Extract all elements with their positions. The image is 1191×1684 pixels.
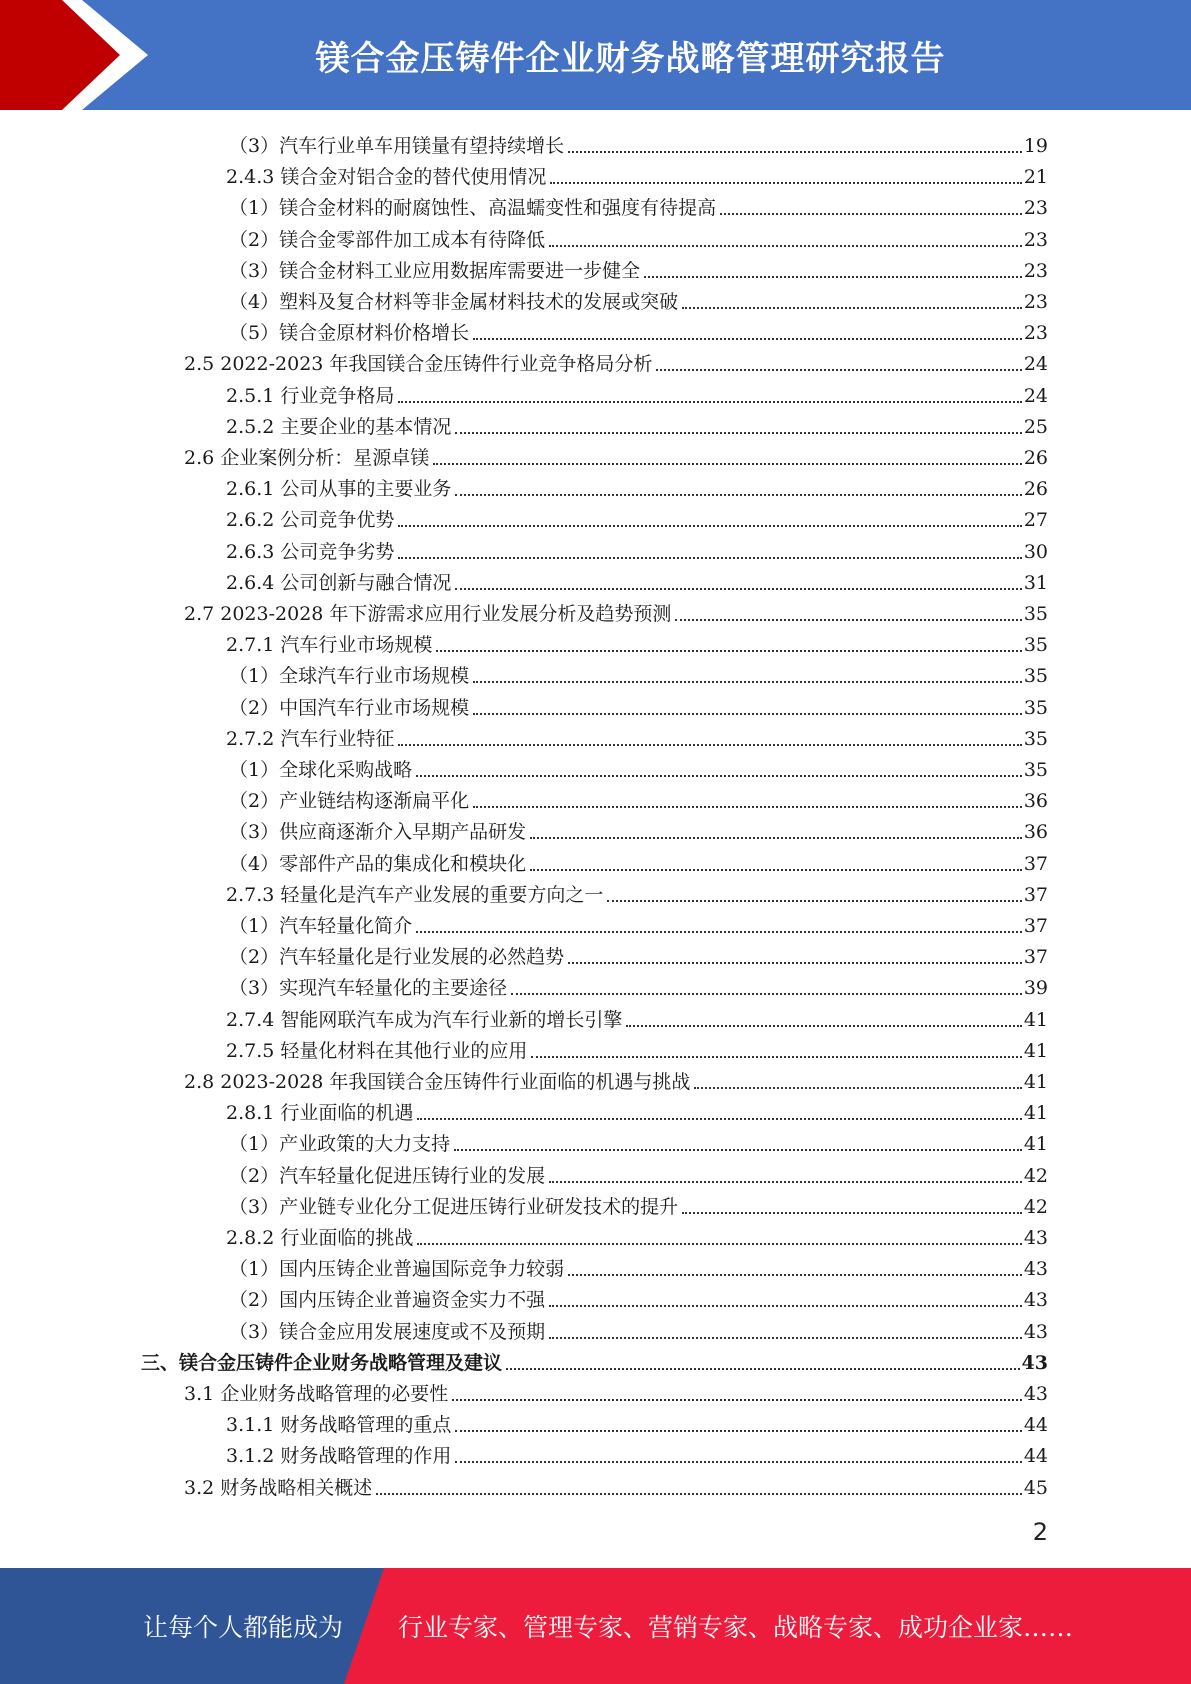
toc-leader-dots [473, 806, 1022, 808]
toc-entry-title: 2.6.1 公司从事的主要业务 [226, 478, 452, 501]
toc-entry[interactable] [229, 283, 1048, 314]
toc-entry-title: （3）供应商逐渐介入早期产品研发 [229, 821, 527, 844]
toc-leader-dots [656, 369, 1021, 371]
toc-entry[interactable] [226, 1437, 1048, 1468]
toc-entry[interactable] [229, 751, 1048, 782]
toc-entry-page: 37 [1023, 915, 1048, 937]
toc-entry-title: （2）国内压铸企业普遍资金实力不强 [229, 1289, 546, 1312]
toc-entry-title: 2.6 企业案例分析：星源卓镁 [184, 447, 430, 469]
toc-entry[interactable] [229, 657, 1048, 688]
toc-entry[interactable] [226, 158, 1048, 189]
toc-entry-page: 24 [1023, 353, 1048, 376]
toc-entry-title: 2.4.3 镁合金对铝合金的替代使用情况 [226, 166, 547, 189]
toc-entry-page: 24 [1023, 384, 1048, 407]
toc-entry-title: 2.8 2023-2028 年我国镁合金压铸件行业面临的机遇与挑战 [184, 1071, 691, 1093]
toc-entry-page: 43 [1021, 1351, 1048, 1374]
toc-entry[interactable] [226, 564, 1048, 595]
toc-entry-page: 35 [1023, 759, 1048, 781]
toc-entry-page: 43 [1023, 1320, 1048, 1343]
toc-entry-title: 2.8.1 行业面临的机遇 [226, 1102, 414, 1125]
toc-entry-title: 2.6.4 公司创新与融合情况 [226, 571, 452, 594]
toc-leader-dots [549, 1337, 1022, 1339]
toc-entry[interactable] [226, 1001, 1048, 1032]
toc-leader-dots [549, 245, 1022, 247]
toc-leader-dots [694, 1087, 1021, 1089]
toc-entry[interactable] [226, 501, 1048, 532]
toc-leader-dots [376, 1493, 1022, 1495]
toc-entry-title: 3.1.1 财务战略管理的重点 [226, 1414, 452, 1437]
toc-entry[interactable] [229, 782, 1048, 813]
toc-entry-title: 3.2 财务战略相关概述 [184, 1476, 373, 1499]
toc-entry-page: 23 [1023, 197, 1048, 220]
toc-entry-page: 35 [1023, 665, 1048, 688]
toc-leader-dots [511, 993, 1022, 995]
toc-entry-title: （4）零部件产品的集成化和模块化 [229, 852, 527, 875]
toc-entry-page: 41 [1023, 1039, 1048, 1062]
toc-entry-page: 43 [1023, 1258, 1048, 1281]
toc-entry-page: 44 [1023, 1414, 1048, 1437]
toc-entry[interactable] [229, 907, 1048, 938]
toc-entry[interactable] [226, 1406, 1048, 1437]
toc-leader-dots [549, 1305, 1022, 1307]
toc-entry-page: 36 [1023, 821, 1048, 844]
toc-entry[interactable] [229, 314, 1048, 345]
toc-entry-title: （3）实现汽车轻量化的主要途径 [229, 977, 508, 1000]
toc-entry[interactable] [226, 470, 1048, 501]
toc-entry-page: 23 [1023, 291, 1048, 313]
toc-entry[interactable] [184, 1375, 1048, 1406]
toc-entry-page: 41 [1023, 1071, 1048, 1093]
toc-entry-page: 23 [1023, 259, 1048, 282]
toc-entry[interactable] [229, 813, 1048, 844]
toc-entry-title: 2.7.4 智能网联汽车成为汽车行业新的增长引擎 [226, 1008, 623, 1031]
toc-entry-title: （4）塑料及复合材料等非金属材料技术的发展或突破 [229, 291, 679, 313]
toc-entry[interactable] [226, 377, 1048, 408]
toc-entry-title: （1）汽车轻量化简介 [229, 915, 413, 937]
toc-entry[interactable] [184, 439, 1048, 470]
toc-leader-dots [506, 1368, 1020, 1370]
toc-leader-dots [454, 1149, 1022, 1151]
toc-leader-dots [549, 1181, 1022, 1183]
toc-entry[interactable] [229, 1281, 1048, 1312]
toc-leader-dots [455, 1461, 1021, 1463]
toc-leader-dots [416, 775, 1022, 777]
toc-entry[interactable] [229, 845, 1048, 876]
toc-entry-title: （2）镁合金零部件加工成本有待降低 [229, 228, 546, 251]
toc-entry[interactable] [229, 221, 1048, 252]
toc-leader-dots [530, 869, 1022, 871]
page-header [0, 0, 1191, 110]
toc-leader-dots [607, 900, 1021, 902]
toc-entry-title: 2.8.2 行业面临的挑战 [226, 1227, 414, 1249]
toc-leader-dots [682, 307, 1022, 309]
toc-entry[interactable] [226, 720, 1048, 751]
toc-entry-page: 35 [1023, 603, 1048, 625]
toc-entry-title: 三、镁合金压铸件企业财务战略管理及建议 [141, 1351, 503, 1374]
toc-entry-title: 2.6.2 公司竞争优势 [226, 509, 395, 532]
toc-entry-title: 2.7 2023-2028 年下游需求应用行业发展分析及趋势预测 [184, 603, 672, 625]
toc-entry-page: 35 [1023, 696, 1048, 719]
toc-entry-title: （3）镁合金应用发展速度或不及预期 [229, 1320, 546, 1343]
toc-entry[interactable] [229, 127, 1048, 158]
toc-entry[interactable] [184, 595, 1048, 626]
toc-entry-title: 2.7.1 汽车行业市场规模 [226, 634, 433, 657]
toc-entry-page: 43 [1023, 1227, 1048, 1249]
toc-entry-page: 23 [1023, 322, 1048, 345]
toc-leader-dots [626, 1025, 1021, 1027]
toc-entry[interactable] [226, 1219, 1048, 1250]
toc-leader-dots [398, 557, 1021, 559]
toc-entry-page: 42 [1023, 1195, 1048, 1218]
toc-leader-dots [398, 744, 1021, 746]
toc-entry[interactable] [226, 1032, 1048, 1063]
toc-entry[interactable] [184, 1469, 1048, 1500]
toc-entry-title: 2.7.3 轻量化是汽车产业发展的重要方向之一 [226, 883, 604, 906]
toc-entry-title: 3.1.2 财务战略管理的作用 [226, 1445, 452, 1468]
toc-entry-page: 31 [1023, 571, 1048, 594]
toc-entry-title: 3.1 企业财务战略管理的必要性 [184, 1383, 449, 1405]
toc-entry-title: （1）镁合金材料的耐腐蚀性、高温蠕变性和强度有待提高 [229, 197, 717, 220]
toc-leader-dots [455, 432, 1021, 434]
toc-entry-title: 2.5.1 行业竞争格局 [226, 384, 395, 407]
toc-entry[interactable] [229, 689, 1048, 720]
toc-entry-title: （1）全球化采购战略 [229, 759, 413, 781]
toc-entry[interactable] [226, 876, 1048, 907]
toc-entry[interactable] [229, 1125, 1048, 1156]
toc-entry[interactable] [229, 189, 1048, 220]
toc-entry-title: 2.6.3 公司竞争劣势 [226, 540, 395, 563]
toc-leader-dots [433, 463, 1022, 465]
toc-leader-dots [644, 276, 1022, 278]
toc-entry[interactable] [226, 408, 1048, 439]
toc-entry-title: （2）汽车轻量化是行业发展的必然趋势 [229, 946, 565, 969]
toc-entry-page: 37 [1023, 946, 1048, 969]
footer-slogan-right: 行业专家、管理专家、营销专家、战略专家、成功企业家…… [398, 1613, 1074, 1642]
toc-leader-dots [455, 588, 1021, 590]
toc-leader-dots [398, 525, 1021, 527]
toc-leader-dots [568, 962, 1022, 964]
toc-leader-dots [550, 182, 1021, 184]
toc-entry-title: （3）汽车行业单车用镁量有望持续增长 [229, 135, 565, 157]
toc-entry-page: 41 [1023, 1133, 1048, 1156]
toc-entry-title: （3）产业链专业化分工促进压铸行业研发技术的提升 [229, 1195, 679, 1218]
toc-entry-page: 37 [1023, 852, 1048, 875]
toc-entry-page: 21 [1023, 166, 1048, 189]
toc-entry-title: （2）产业链结构逐渐扁平化 [229, 790, 470, 813]
toc-entry-title: （1）全球汽车行业市场规模 [229, 665, 470, 688]
toc-entry-page: 36 [1023, 790, 1048, 813]
toc-leader-dots [455, 494, 1021, 496]
toc-entry[interactable] [229, 1313, 1048, 1344]
toc-entry-page: 26 [1023, 447, 1048, 469]
toc-leader-dots [530, 837, 1022, 839]
page-title: 镁合金压铸件企业财务战略管理研究报告 [315, 38, 946, 79]
toc-entry-page: 25 [1023, 415, 1048, 438]
toc-leader-dots [720, 213, 1022, 215]
toc-entry-title: 2.7.5 轻量化材料在其他行业的应用 [226, 1039, 528, 1062]
toc-entry[interactable] [226, 1094, 1048, 1125]
toc-leader-dots [531, 1056, 1021, 1058]
toc-entry-title: 2.7.2 汽车行业特征 [226, 727, 395, 750]
toc-leader-dots [398, 401, 1021, 403]
toc-leader-dots [473, 681, 1022, 683]
toc-entry-page: 42 [1023, 1164, 1048, 1187]
toc-entry-title: 2.5 2022-2023 年我国镁合金压铸件行业竞争格局分析 [184, 353, 653, 376]
toc-entry-title: （5）镁合金原材料价格增长 [229, 322, 470, 345]
page-number: 2 [1032, 1518, 1048, 1546]
toc-entry-page: 43 [1023, 1289, 1048, 1312]
toc-entry-page: 30 [1023, 540, 1048, 563]
toc-leader-dots [436, 650, 1021, 652]
toc-entry-title: （1）国内压铸企业普遍国际竞争力较弱 [229, 1258, 565, 1281]
toc-leader-dots [417, 1118, 1021, 1120]
toc-leader-dots [473, 338, 1022, 340]
toc-entry[interactable] [229, 252, 1048, 283]
toc-entry[interactable] [226, 533, 1048, 564]
toc-entry-page: 19 [1023, 135, 1048, 157]
toc-leader-dots [568, 151, 1022, 153]
toc-entry[interactable] [229, 1157, 1048, 1188]
toc-entry[interactable] [141, 1344, 1048, 1375]
toc-entry-title: （2）汽车轻量化促进压铸行业的发展 [229, 1164, 546, 1187]
toc-leader-dots [416, 931, 1022, 933]
toc-entry-title: 2.5.2 主要企业的基本情况 [226, 415, 452, 438]
toc-entry-page: 23 [1023, 228, 1048, 251]
footer-slogan-left: 让每个人都能成为 [143, 1613, 344, 1642]
toc-entry[interactable] [229, 969, 1048, 1000]
toc-entry-page: 37 [1023, 883, 1048, 906]
toc-leader-dots [417, 1243, 1021, 1245]
toc-entry-title: （3）镁合金材料工业应用数据库需要进一步健全 [229, 259, 641, 282]
toc-leader-dots [473, 713, 1022, 715]
toc-entry-page: 45 [1023, 1476, 1048, 1499]
toc-entry-page: 41 [1023, 1102, 1048, 1125]
toc-entry-page: 44 [1023, 1445, 1048, 1468]
toc-entry-page: 27 [1023, 509, 1048, 532]
toc-leader-dots [452, 1399, 1022, 1401]
toc-entry[interactable] [184, 345, 1048, 376]
toc-entry-page: 39 [1023, 977, 1048, 1000]
toc-entry[interactable] [229, 938, 1048, 969]
toc-leader-dots [455, 1430, 1021, 1432]
toc-leader-dots [568, 1274, 1022, 1276]
toc-entry-title: （1）产业政策的大力支持 [229, 1133, 451, 1156]
toc-entry-page: 26 [1023, 478, 1048, 501]
toc-entry[interactable] [229, 1188, 1048, 1219]
toc-leader-dots [675, 619, 1021, 621]
toc-leader-dots [682, 1212, 1022, 1214]
page-footer [0, 1568, 1191, 1684]
toc-entry-page: 35 [1023, 634, 1048, 657]
toc-entry[interactable] [184, 1063, 1048, 1094]
toc-entry[interactable] [229, 1250, 1048, 1281]
toc-entry-title: （2）中国汽车行业市场规模 [229, 696, 470, 719]
toc-entry-page: 43 [1023, 1383, 1048, 1405]
toc-entry[interactable] [226, 626, 1048, 657]
toc-entry-page: 35 [1023, 727, 1048, 750]
toc-entry-page: 41 [1023, 1008, 1048, 1031]
